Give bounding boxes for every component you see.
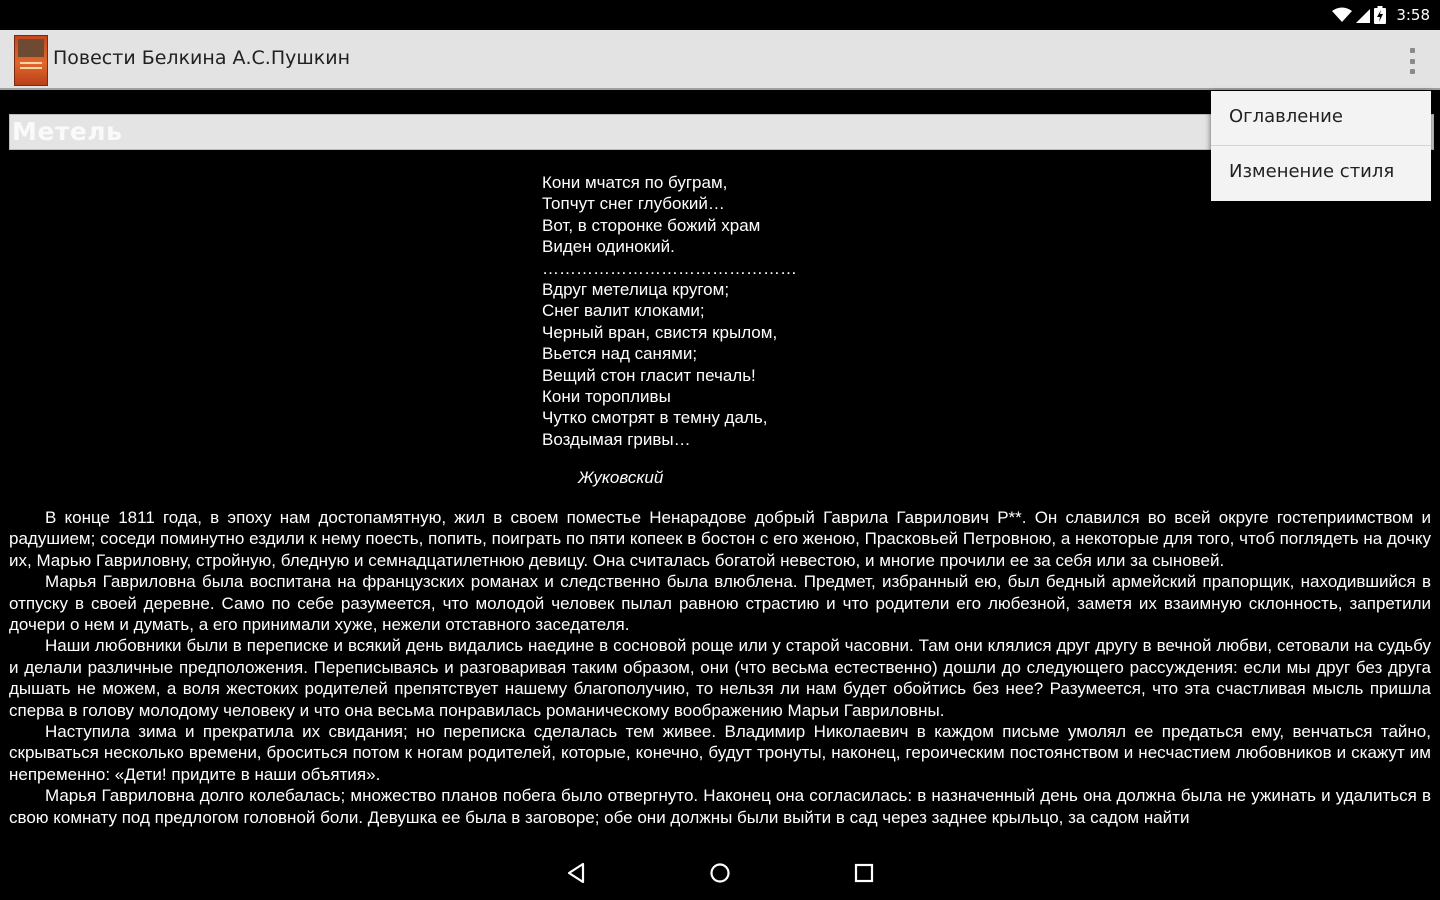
- paragraph: Марья Гавриловна долго колебалась; множество планов побега было отвергнуто. Наконец она согласилась: в назначенный день она должна была не ужинать и удалиться в свою комнату под предлогом головной боли. Девушка ее была в заговоре; обе они должны были выйти в сад через заднее крыльцо, за садом найти: [9, 786, 1431, 827]
- poem-author: Жуковский: [578, 468, 664, 487]
- poem-line: Вещий стон гласит печаль!: [542, 365, 756, 385]
- menu-item-label: Изменение стиля: [1229, 161, 1395, 182]
- back-icon[interactable]: [561, 858, 591, 888]
- status-bar: [0, 0, 1440, 30]
- poem-line: Виден одинокий.: [542, 237, 675, 257]
- poem-line: Чутко смотрят в темну даль,: [542, 408, 768, 428]
- battery-icon: [1374, 6, 1386, 24]
- chapter-text: [9, 507, 1431, 828]
- poem-line: Топчут снег глубокий…: [542, 194, 725, 214]
- paragraph: В конце 1811 года, в эпоху нам достопамятную, жил в своем поместье Ненарадове добрый Гаврила Гаврилович Р**. Он славился во всей округе гостеприимством и радушием; соседи поминутно ездили к нему поесть, попить, поиграть по пяти копеек в бостон с его женою, Прасковьей Петровною, а некоторые для того, чтоб поглядеть на дочку их, Марью Гавриловну, стройную, бледную и семнадцатилетнюю девицу. Она считалась богатой невестою, и многие прочили ее за себя или за сыновей.: [9, 508, 1431, 570]
- paragraph: Наступила зима и прекратила их свидания; но переписка сделалась тем живее. Владимир Николаевич в каждом письме умолял ее предаться ему, венчаться тайно, скрываться несколько времени, броситься потом к ногам родителей, которые, конечно, будут тронуты, наконец, героическим постоянством и несчастием любовников и скажут им непременно: «Дети! придите в наши объятия».: [9, 722, 1431, 784]
- poem-line: Снег валит клоками;: [542, 301, 705, 321]
- reader-content[interactable]: [0, 92, 1440, 846]
- paragraph: Марья Гавриловна была воспитана на французских романах и следственно была влюблена. Предмет, избранный ею, был бедный армейский прапорщик, находившийся в отпуску в своей деревне. Само по себе разумеется, что молодой человек пылал равною страстию и что родители его любезной, заметя их взаимную склонность, запретили дочери о нем и думать, а его принимали хуже, нежели отставного заседателя.: [9, 572, 1431, 635]
- action-bar: [0, 30, 1440, 90]
- book-cover-icon[interactable]: [14, 35, 48, 86]
- wifi-icon: [1332, 7, 1352, 23]
- poem-line: Воздымая гривы…: [542, 429, 691, 449]
- poem-line: Кони мчатся по буграм,: [542, 173, 728, 192]
- menu-item-contents[interactable]: [1211, 91, 1431, 145]
- poem-line: Вьется над санями;: [542, 344, 698, 364]
- poem-line: Черный вран, свистя крылом,: [542, 322, 778, 342]
- recent-apps-icon[interactable]: [849, 858, 879, 888]
- poem-line: Вот, в сторонке божий храм: [542, 215, 761, 235]
- poem-line: ………………………………………: [542, 258, 797, 278]
- cell-signal-icon: [1356, 7, 1370, 23]
- poem-line: Кони торопливы: [542, 387, 671, 407]
- overflow-popup-menu: [1211, 91, 1431, 201]
- app-title: Повести Белкина А.С.Пушкин: [53, 47, 351, 69]
- epigraph-poem: [542, 172, 797, 450]
- status-time: 3:58: [1396, 6, 1430, 24]
- home-icon[interactable]: [705, 858, 735, 888]
- overflow-menu-icon[interactable]: [1406, 48, 1418, 74]
- menu-item-label: Оглавление: [1229, 106, 1343, 127]
- poem-line: Вдруг метелица кругом;: [542, 280, 730, 300]
- navigation-bar: [0, 846, 1440, 900]
- menu-item-change-style[interactable]: [1211, 146, 1431, 200]
- paragraph: Наши любовники были в переписке и всякий день видались наедине в сосновой роще или у старой часовни. Там они клялися друг другу в вечной любви, сетовали на судьбу и делали различные предположения. Переписываясь и разговаривая таким образом, они (что весьма естественно) дошли до следующего рассуждения: если мы друг без друга дышать не можем, а воля жестоких родителей препятствует нашему благополучию, то нельзя ли нам будет обойтись без нее? Разумеется, что эта счастливая мысль пришла сперва в голову молодому человеку и что она весьма понравилась романическому воображению Марьи Гавриловны.: [9, 636, 1431, 720]
- chapter-title: Метель: [12, 117, 123, 146]
- status-icons: [1332, 5, 1430, 25]
